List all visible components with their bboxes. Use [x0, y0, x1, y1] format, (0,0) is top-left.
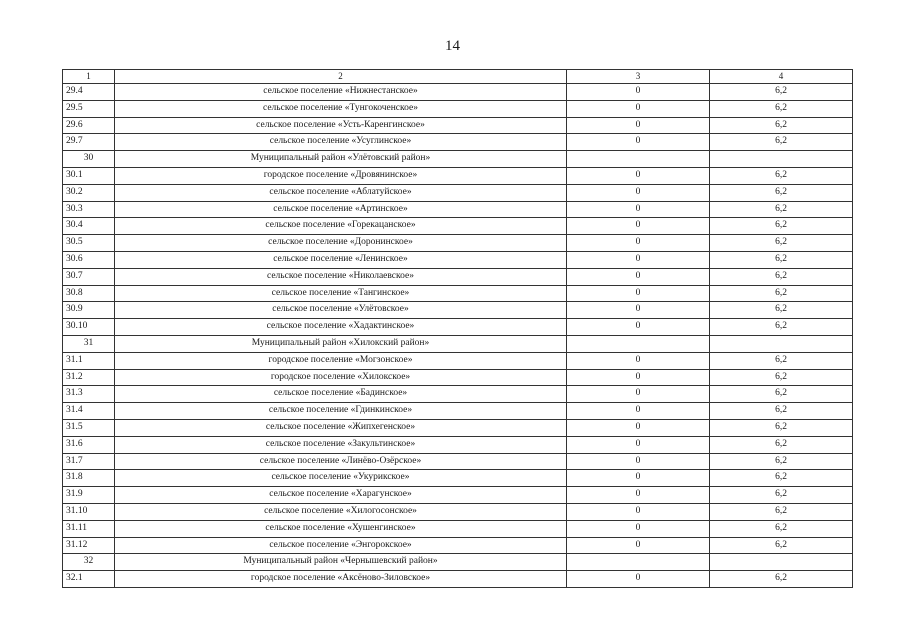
settlements-table: [62, 69, 853, 588]
table-row: [63, 84, 853, 101]
district-row: [63, 151, 853, 168]
settlement-name-cell: сельское поселение «Хилогосонское»: [115, 503, 567, 520]
settlement-name-cell: сельское поселение «Энгорокское»: [115, 537, 567, 554]
row-number-cell: 30: [63, 151, 115, 168]
row-number-cell: 30.9: [63, 302, 115, 319]
column-4-value-cell: 6,2: [710, 503, 853, 520]
row-number-cell: 31.7: [63, 453, 115, 470]
settlement-name-cell: городское поселение «Аксёново-Зиловское»: [115, 571, 567, 588]
row-number-cell: 30.8: [63, 285, 115, 302]
column-header-4: 4: [710, 70, 853, 84]
settlement-name-cell: сельское поселение «Харагунское»: [115, 487, 567, 504]
column-4-value-cell: 6,2: [710, 352, 853, 369]
settlement-name-cell: сельское поселение «Улётовское»: [115, 302, 567, 319]
column-4-value-cell: 6,2: [710, 251, 853, 268]
column-4-value-cell: [710, 151, 853, 168]
table-row: [63, 537, 853, 554]
table-row: [63, 436, 853, 453]
settlement-name-cell: сельское поселение «Тунгокоченское»: [115, 100, 567, 117]
column-header-1: 1: [63, 70, 115, 84]
settlement-name-cell: сельское поселение «Тангинское»: [115, 285, 567, 302]
row-number-cell: 31.11: [63, 520, 115, 537]
column-4-value-cell: 6,2: [710, 436, 853, 453]
settlement-name-cell: сельское поселение «Хадактинское»: [115, 319, 567, 336]
row-number-cell: 30.3: [63, 201, 115, 218]
table-row: [63, 352, 853, 369]
column-3-value-cell: [567, 151, 710, 168]
row-number-cell: 31.4: [63, 403, 115, 420]
settlement-name-cell: сельское поселение «Нижнестанское»: [115, 84, 567, 101]
column-3-value-cell: 0: [567, 419, 710, 436]
table-row: [63, 403, 853, 420]
row-number-cell: 30.4: [63, 218, 115, 235]
row-number-cell: 30.1: [63, 167, 115, 184]
column-4-value-cell: 6,2: [710, 285, 853, 302]
settlement-name-cell: сельское поселение «Аблатуйское»: [115, 184, 567, 201]
settlement-name-cell: сельское поселение «Хушенгинское»: [115, 520, 567, 537]
column-3-value-cell: 0: [567, 251, 710, 268]
settlement-name-cell: сельское поселение «Жипхегенское»: [115, 419, 567, 436]
column-3-value-cell: 0: [567, 487, 710, 504]
table-row: [63, 251, 853, 268]
column-3-value-cell: 0: [567, 302, 710, 319]
table-row: [63, 218, 853, 235]
column-3-value-cell: 0: [567, 184, 710, 201]
row-number-cell: 31.8: [63, 470, 115, 487]
column-3-value-cell: 0: [567, 403, 710, 420]
settlement-name-cell: городское поселение «Дровянинское»: [115, 167, 567, 184]
column-3-value-cell: 0: [567, 268, 710, 285]
table-row: [63, 117, 853, 134]
table-row: [63, 503, 853, 520]
settlement-name-cell: сельское поселение «Укурикское»: [115, 470, 567, 487]
column-4-value-cell: 6,2: [710, 268, 853, 285]
table-row: [63, 285, 853, 302]
settlement-name-cell: сельское поселение «Горекацанское»: [115, 218, 567, 235]
district-row: [63, 335, 853, 352]
column-4-value-cell: 6,2: [710, 201, 853, 218]
column-4-value-cell: 6,2: [710, 84, 853, 101]
column-3-value-cell: 0: [567, 352, 710, 369]
column-3-value-cell: 0: [567, 319, 710, 336]
settlement-name-cell: сельское поселение «Доронинское»: [115, 235, 567, 252]
table-row: [63, 520, 853, 537]
column-3-value-cell: 0: [567, 84, 710, 101]
column-3-value-cell: 0: [567, 285, 710, 302]
column-3-value-cell: 0: [567, 201, 710, 218]
table-row: [63, 201, 853, 218]
settlement-name-cell: сельское поселение «Усть-Каренгинское»: [115, 117, 567, 134]
column-4-value-cell: [710, 554, 853, 571]
column-3-value-cell: 0: [567, 470, 710, 487]
settlement-name-cell: сельское поселение «Усуглинское»: [115, 134, 567, 151]
row-number-cell: 31.9: [63, 487, 115, 504]
column-4-value-cell: 6,2: [710, 419, 853, 436]
table-row: [63, 302, 853, 319]
column-4-value-cell: 6,2: [710, 100, 853, 117]
row-number-cell: 29.6: [63, 117, 115, 134]
column-header-3: 3: [567, 70, 710, 84]
page-number: 14: [445, 38, 460, 54]
column-4-value-cell: 6,2: [710, 520, 853, 537]
column-3-value-cell: 0: [567, 571, 710, 588]
column-3-value-cell: 0: [567, 218, 710, 235]
settlement-name-cell: городское поселение «Могзонское»: [115, 352, 567, 369]
row-number-cell: 30.6: [63, 251, 115, 268]
column-3-value-cell: 0: [567, 436, 710, 453]
table-row: [63, 235, 853, 252]
column-4-value-cell: 6,2: [710, 218, 853, 235]
column-4-value-cell: 6,2: [710, 487, 853, 504]
row-number-cell: 31.3: [63, 386, 115, 403]
row-number-cell: 31.10: [63, 503, 115, 520]
column-3-value-cell: 0: [567, 520, 710, 537]
settlement-name-cell: Муниципальный район «Улётовский район»: [115, 151, 567, 168]
column-4-value-cell: 6,2: [710, 167, 853, 184]
column-3-value-cell: [567, 554, 710, 571]
table-row: [63, 134, 853, 151]
row-number-cell: 30.7: [63, 268, 115, 285]
table-row: [63, 100, 853, 117]
column-4-value-cell: 6,2: [710, 302, 853, 319]
column-4-value-cell: 6,2: [710, 453, 853, 470]
settlement-name-cell: сельское поселение «Бадинское»: [115, 386, 567, 403]
column-3-value-cell: 0: [567, 100, 710, 117]
row-number-cell: 31: [63, 335, 115, 352]
column-3-value-cell: 0: [567, 369, 710, 386]
table-row: [63, 487, 853, 504]
table-row: [63, 453, 853, 470]
row-number-cell: 31.6: [63, 436, 115, 453]
row-number-cell: 30.10: [63, 319, 115, 336]
settlement-name-cell: сельское поселение «Артинское»: [115, 201, 567, 218]
column-3-value-cell: 0: [567, 386, 710, 403]
settlement-name-cell: сельское поселение «Ленинское»: [115, 251, 567, 268]
row-number-cell: 32.1: [63, 571, 115, 588]
column-4-value-cell: 6,2: [710, 571, 853, 588]
column-4-value-cell: 6,2: [710, 319, 853, 336]
settlement-name-cell: сельское поселение «Линёво-Озёрское»: [115, 453, 567, 470]
row-number-cell: 31.12: [63, 537, 115, 554]
table-row: [63, 167, 853, 184]
table-row: [63, 470, 853, 487]
column-4-value-cell: 6,2: [710, 537, 853, 554]
row-number-cell: 29.7: [63, 134, 115, 151]
row-number-cell: 30.5: [63, 235, 115, 252]
settlement-name-cell: сельское поселение «Гдинкинское»: [115, 403, 567, 420]
column-header-2: 2: [115, 70, 567, 84]
row-number-cell: 31.2: [63, 369, 115, 386]
table-row: [63, 319, 853, 336]
row-number-cell: 29.5: [63, 100, 115, 117]
table-row: [63, 268, 853, 285]
table-header-row: [63, 70, 853, 84]
column-4-value-cell: 6,2: [710, 369, 853, 386]
column-4-value-cell: 6,2: [710, 134, 853, 151]
column-3-value-cell: 0: [567, 503, 710, 520]
column-4-value-cell: 6,2: [710, 117, 853, 134]
column-4-value-cell: 6,2: [710, 403, 853, 420]
column-3-value-cell: 0: [567, 134, 710, 151]
table-row: [63, 571, 853, 588]
settlement-name-cell: Муниципальный район «Чернышевский район»: [115, 554, 567, 571]
table-row: [63, 184, 853, 201]
settlement-name-cell: сельское поселение «Закультинское»: [115, 436, 567, 453]
settlement-name-cell: сельское поселение «Николаевское»: [115, 268, 567, 285]
column-3-value-cell: 0: [567, 167, 710, 184]
column-4-value-cell: 6,2: [710, 235, 853, 252]
row-number-cell: 31.1: [63, 352, 115, 369]
column-4-value-cell: 6,2: [710, 386, 853, 403]
settlement-name-cell: Муниципальный район «Хилокский район»: [115, 335, 567, 352]
row-number-cell: 32: [63, 554, 115, 571]
column-3-value-cell: 0: [567, 537, 710, 554]
table-row: [63, 419, 853, 436]
column-4-value-cell: 6,2: [710, 184, 853, 201]
column-3-value-cell: [567, 335, 710, 352]
row-number-cell: 29.4: [63, 84, 115, 101]
column-4-value-cell: [710, 335, 853, 352]
settlement-name-cell: городское поселение «Хилокское»: [115, 369, 567, 386]
district-row: [63, 554, 853, 571]
column-3-value-cell: 0: [567, 235, 710, 252]
table-row: [63, 386, 853, 403]
column-4-value-cell: 6,2: [710, 470, 853, 487]
row-number-cell: 31.5: [63, 419, 115, 436]
column-3-value-cell: 0: [567, 117, 710, 134]
table-row: [63, 369, 853, 386]
column-3-value-cell: 0: [567, 453, 710, 470]
row-number-cell: 30.2: [63, 184, 115, 201]
